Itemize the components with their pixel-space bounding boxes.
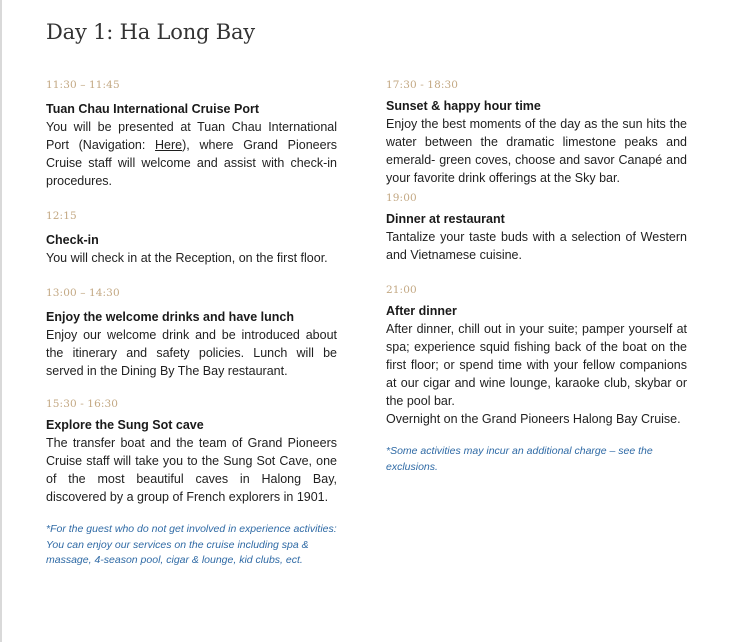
item-time: 15:30 - 16:30 bbox=[46, 398, 119, 410]
page-left-border bbox=[0, 0, 2, 642]
experience-note bbox=[46, 522, 337, 569]
item-time: 12:15 bbox=[46, 210, 77, 222]
item-time: 17:30 - 18:30 bbox=[386, 79, 459, 91]
item-description: Tantalize your taste buds with a selection of Western and Vietnamese cuisine. bbox=[386, 230, 687, 262]
desc-text: ), where Grand Pioneers Cruise staff will welcome and assist with check-in procedures. bbox=[46, 138, 337, 188]
itinerary-item-port bbox=[46, 78, 337, 190]
item-time: 13:00 – 14:30 bbox=[46, 287, 120, 299]
itinerary-item-sunset bbox=[386, 78, 687, 187]
item-description-overnight: Overnight on the Grand Pioneers Halong Bay Cruise. bbox=[386, 412, 681, 426]
item-heading: Check-in bbox=[46, 233, 99, 247]
item-heading: Enjoy the welcome drinks and have lunch bbox=[46, 310, 294, 324]
item-heading: Dinner at restaurant bbox=[386, 212, 505, 226]
item-time: 19:00 bbox=[386, 192, 417, 204]
itinerary-item-cave bbox=[46, 397, 337, 506]
item-description bbox=[46, 118, 337, 190]
item-description: The transfer boat and the team of Grand Pioneers Cruise staff will take you to the Sung Sot Cave, one of the most beautiful caves in Halong Bay, discovered by a group of French explorers in 1901. bbox=[46, 436, 337, 504]
note-line: *Some activities may incur an additional charge – see the exclusions. bbox=[386, 445, 653, 473]
itinerary-item-after-dinner bbox=[386, 283, 687, 428]
item-heading: Tuan Chau International Cruise Port bbox=[46, 102, 259, 116]
itinerary-item-checkin bbox=[46, 209, 337, 267]
left-column bbox=[46, 78, 337, 569]
itinerary-item-lunch bbox=[46, 286, 337, 380]
item-description: You will check in at the Reception, on the first floor. bbox=[46, 251, 328, 265]
itinerary-item-dinner bbox=[386, 191, 687, 264]
navigation-link[interactable]: Here bbox=[155, 138, 183, 152]
right-column bbox=[386, 78, 687, 475]
note-line: You can enjoy our services on the cruise including spa & massage, 4-season pool, cigar & lounge, kid clubs, ect. bbox=[46, 538, 309, 566]
item-heading: After dinner bbox=[386, 304, 457, 318]
item-description: Enjoy the best moments of the day as the sun hits the water between the dramatic limestone peaks and emerald- green coves, choose and savor Canapé and your favorite drink offerings at the Sky bar. bbox=[386, 117, 687, 185]
item-time: 21:00 bbox=[386, 284, 417, 296]
page-title: Day 1: Ha Long Bay bbox=[46, 20, 255, 44]
item-heading: Sunset & happy hour time bbox=[386, 99, 541, 113]
item-time: 11:30 – 11:45 bbox=[46, 79, 120, 91]
note-line: *For the guest who do not get involved in experience activities: bbox=[46, 523, 337, 535]
item-heading: Explore the Sung Sot cave bbox=[46, 418, 204, 432]
item-description: After dinner, chill out in your suite; pamper yourself at spa; experience squid fishing back of the boat on the first floor; or spend time with your fellow companions at our cigar and wine lounge, karaoke club, skybar or the pool bar. bbox=[386, 322, 687, 408]
desc-text: You will be presented at Tuan Chau International Port (Navigation: bbox=[46, 120, 337, 152]
charges-note bbox=[386, 444, 687, 475]
item-description: Enjoy our welcome drink and be introduced about the itinerary and safety policies. Lunch will be served in the Dining By The Bay restaurant. bbox=[46, 328, 337, 378]
